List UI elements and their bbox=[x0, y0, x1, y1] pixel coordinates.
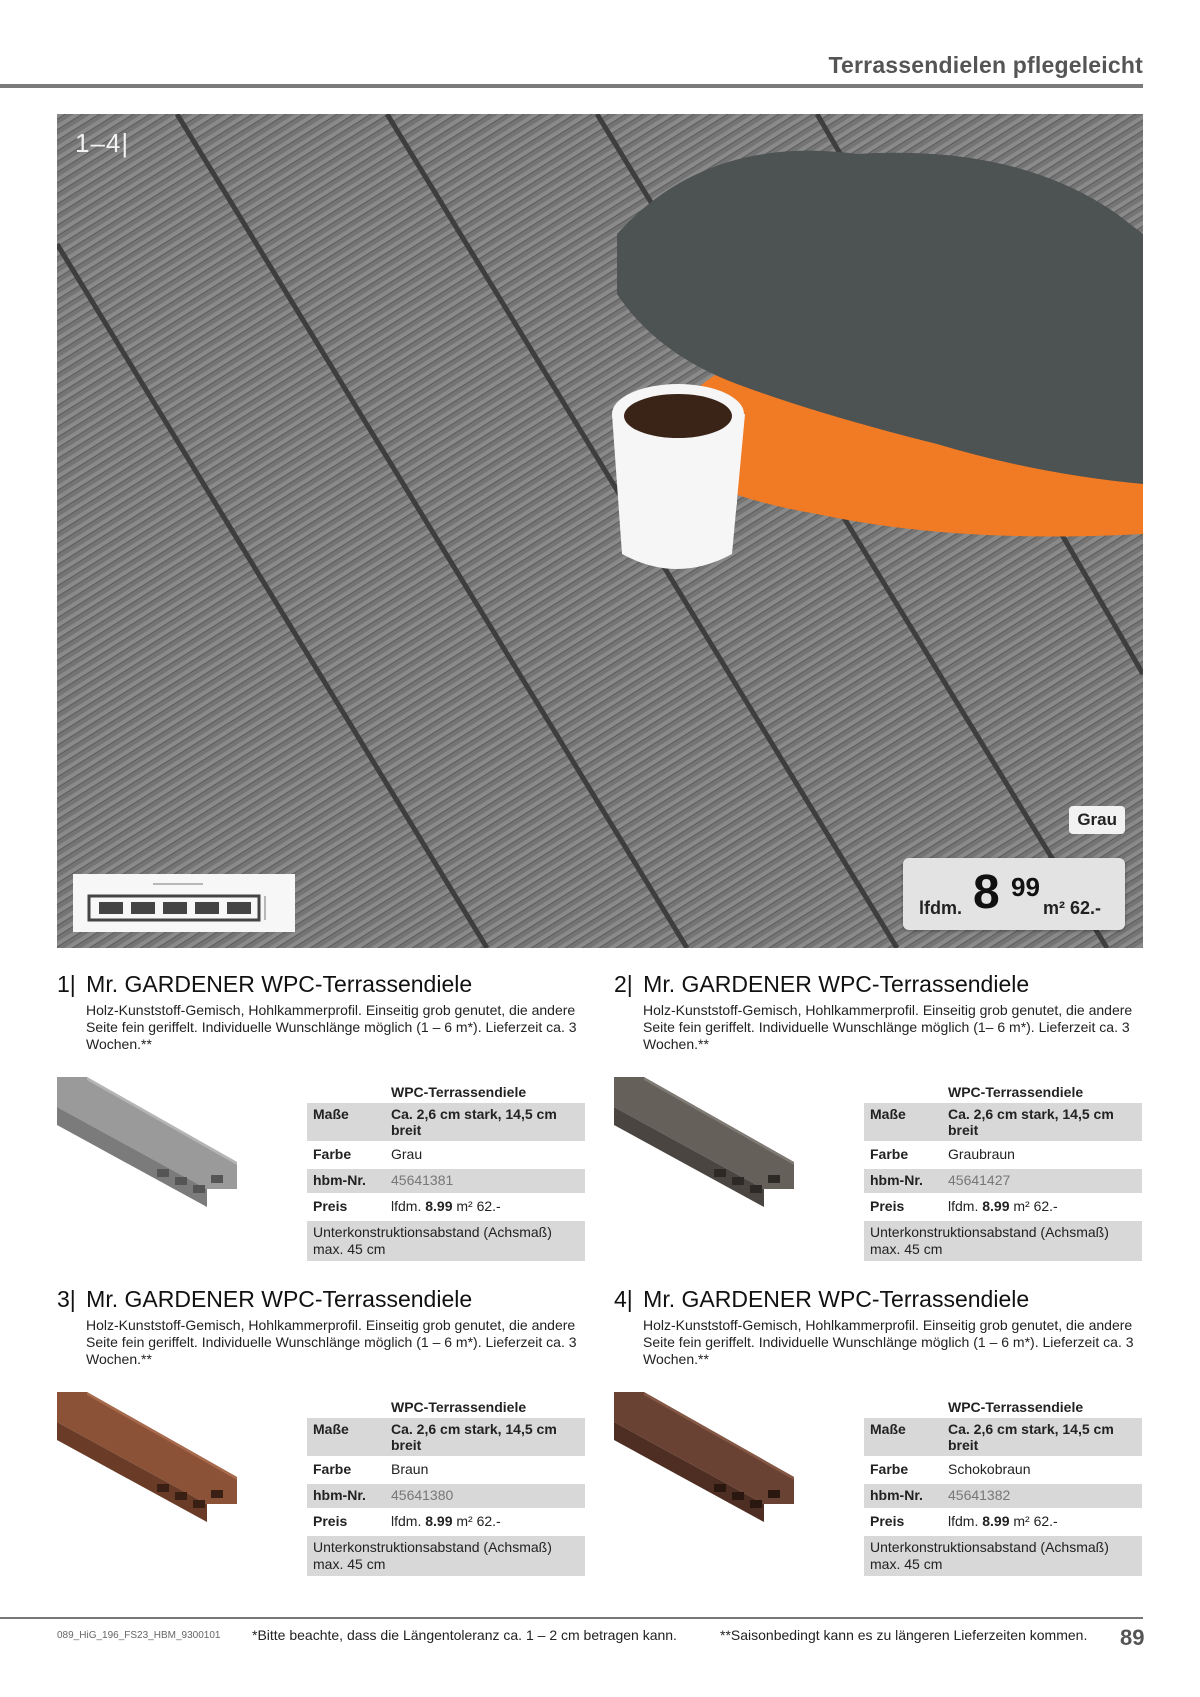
spec-value-masse: Ca. 2,6 cm stark, 14,5 cm breit bbox=[385, 1103, 585, 1141]
decking-board-icon bbox=[57, 1392, 237, 1522]
product-2 bbox=[614, 971, 1144, 1053]
preis-prefix: lfdm. bbox=[948, 1513, 979, 1529]
price-euros: 8 bbox=[973, 866, 999, 919]
product-1 bbox=[57, 971, 587, 1053]
range-label: 1–4| bbox=[75, 128, 130, 158]
preis-amount: 8.99 bbox=[982, 1198, 1010, 1214]
spec-value-farbe: Grau bbox=[391, 1146, 423, 1162]
preis-amount: 8.99 bbox=[425, 1198, 453, 1214]
decking-photo bbox=[57, 114, 1143, 948]
spec-note: Unterkonstruktionsabstand (Achsmaß) max. 45 cm bbox=[864, 1221, 1142, 1261]
spec-label-farbe: Farbe bbox=[313, 1146, 352, 1162]
preis-suffix: m² 62.- bbox=[456, 1513, 501, 1529]
product-4-spec-table bbox=[864, 1396, 1142, 1576]
preis-amount: 8.99 bbox=[982, 1513, 1010, 1529]
product-2-spec-table bbox=[864, 1081, 1142, 1261]
product-description: Holz-Kunststoff-Gemisch, Hohlkammerprofil. Einseitig grob genutet, die andere Seite fein geriffelt. Individuelle Wunschlänge möglich (1 – 6 m*). Lieferzeit ca. 3 Wochen.** bbox=[643, 1317, 1134, 1367]
product-4 bbox=[614, 1286, 1144, 1368]
preis-suffix: m² 62.- bbox=[1013, 1513, 1058, 1529]
price-cents: 99 bbox=[1011, 872, 1040, 902]
footer-note-tolerance: *Bitte beachte, dass die Längentoleranz ca. 1 – 2 cm betragen kann. bbox=[252, 1627, 677, 1643]
spec-label-masse: Maße bbox=[307, 1103, 385, 1141]
spec-label-preis: Preis bbox=[870, 1513, 905, 1529]
product-name: Mr. GARDENER WPC-Terrassendiele bbox=[86, 1286, 473, 1312]
spec-title: WPC-Terrassendiele bbox=[948, 1399, 1084, 1415]
page-title: Terrassendielen pflegeleicht bbox=[828, 52, 1143, 78]
price-unit: lfdm. bbox=[919, 898, 962, 918]
spec-label-preis: Preis bbox=[313, 1513, 348, 1529]
footer-divider bbox=[0, 1617, 1143, 1619]
spec-title: WPC-Terrassendiele bbox=[391, 1084, 527, 1100]
spec-label-hbm: hbm-Nr. bbox=[307, 1484, 385, 1508]
product-title bbox=[614, 971, 1144, 998]
spec-note: Unterkonstruktionsabstand (Achsmaß) max. 45 cm bbox=[307, 1536, 585, 1576]
spec-value-preis bbox=[942, 1195, 1142, 1219]
spec-value-preis bbox=[385, 1510, 585, 1534]
spec-value-hbm: 45641382 bbox=[942, 1484, 1142, 1508]
page-number: 89 bbox=[1120, 1625, 1145, 1650]
spec-value-farbe: Graubraun bbox=[948, 1146, 1015, 1162]
spec-title: WPC-Terrassendiele bbox=[948, 1084, 1084, 1100]
hero-image bbox=[57, 114, 1143, 948]
footer-note-delivery: **Saisonbedingt kann es zu längeren Lieferzeiten kommen. bbox=[720, 1627, 1088, 1643]
spec-label-farbe: Farbe bbox=[313, 1461, 352, 1477]
spec-label-masse: Maße bbox=[864, 1418, 942, 1456]
decking-board-icon bbox=[614, 1077, 794, 1207]
spec-value-hbm: 45641380 bbox=[385, 1484, 585, 1508]
spec-title: WPC-Terrassendiele bbox=[391, 1399, 527, 1415]
spec-label-hbm: hbm-Nr. bbox=[864, 1484, 942, 1508]
spec-value-preis bbox=[385, 1195, 585, 1219]
spec-label-farbe: Farbe bbox=[870, 1146, 909, 1162]
product-name: Mr. GARDENER WPC-Terrassendiele bbox=[86, 971, 473, 997]
spec-value-farbe: Schokobraun bbox=[948, 1461, 1031, 1477]
color-badge: Grau bbox=[1069, 806, 1125, 834]
product-number: 1| bbox=[57, 971, 76, 997]
price-badge bbox=[903, 858, 1125, 930]
decking-board-icon bbox=[614, 1392, 794, 1522]
spec-value-preis bbox=[942, 1510, 1142, 1534]
product-2-image bbox=[614, 1077, 794, 1207]
spec-label-masse: Maße bbox=[307, 1418, 385, 1456]
product-description: Holz-Kunststoff-Gemisch, Hohlkammerprofil. Einseitig grob genutet, die andere Seite fein geriffelt. Individuelle Wunschlänge möglich (1 – 6 m*). Lieferzeit ca. 3 Wochen.** bbox=[86, 1002, 577, 1052]
spec-value-hbm: 45641427 bbox=[942, 1169, 1142, 1193]
product-4-image bbox=[614, 1392, 794, 1522]
spec-note: Unterkonstruktionsabstand (Achsmaß) max. 45 cm bbox=[307, 1221, 585, 1261]
header-divider bbox=[0, 84, 1143, 88]
preis-prefix: lfdm. bbox=[391, 1198, 422, 1214]
preis-prefix: lfdm. bbox=[948, 1198, 979, 1214]
footer-code: 089_HiG_196_FS23_HBM_9300101 bbox=[57, 1630, 221, 1641]
product-title bbox=[57, 1286, 587, 1313]
product-name: Mr. GARDENER WPC-Terrassendiele bbox=[643, 1286, 1030, 1312]
product-3 bbox=[57, 1286, 587, 1368]
product-number: 4| bbox=[614, 1286, 633, 1312]
spec-label-farbe: Farbe bbox=[870, 1461, 909, 1477]
preis-suffix: m² 62.- bbox=[456, 1198, 501, 1214]
spec-note: Unterkonstruktionsabstand (Achsmaß) max. 45 cm bbox=[864, 1536, 1142, 1576]
spec-value-hbm: 45641381 bbox=[385, 1169, 585, 1193]
spec-value-masse: Ca. 2,6 cm stark, 14,5 cm breit bbox=[385, 1418, 585, 1456]
product-title bbox=[614, 1286, 1144, 1313]
product-title bbox=[57, 971, 587, 998]
spec-value-masse: Ca. 2,6 cm stark, 14,5 cm breit bbox=[942, 1418, 1142, 1456]
product-number: 3| bbox=[57, 1286, 76, 1312]
product-name: Mr. GARDENER WPC-Terrassendiele bbox=[643, 971, 1030, 997]
spec-label-masse: Maße bbox=[864, 1103, 942, 1141]
product-number: 2| bbox=[614, 971, 633, 997]
preis-amount: 8.99 bbox=[425, 1513, 453, 1529]
spec-label-hbm: hbm-Nr. bbox=[307, 1169, 385, 1193]
decking-board-icon bbox=[57, 1077, 237, 1207]
product-3-spec-table bbox=[307, 1396, 585, 1576]
spec-label-preis: Preis bbox=[870, 1198, 905, 1214]
preis-suffix: m² 62.- bbox=[1013, 1198, 1058, 1214]
spec-label-hbm: hbm-Nr. bbox=[864, 1169, 942, 1193]
spec-value-farbe: Braun bbox=[391, 1461, 429, 1477]
spec-value-masse: Ca. 2,6 cm stark, 14,5 cm breit bbox=[942, 1103, 1142, 1141]
product-description: Holz-Kunststoff-Gemisch, Hohlkammerprofil. Einseitig grob genutet, die andere Seite fein geriffelt. Individuelle Wunschlänge möglich (1 – 6 m*). Lieferzeit ca. 3 Wochen.** bbox=[86, 1317, 577, 1367]
spec-label-preis: Preis bbox=[313, 1198, 348, 1214]
product-1-spec-table bbox=[307, 1081, 585, 1261]
preis-prefix: lfdm. bbox=[391, 1513, 422, 1529]
product-1-image bbox=[57, 1077, 237, 1207]
profile-diagram-icon bbox=[73, 874, 295, 932]
profile-cross-section bbox=[73, 874, 295, 932]
product-description: Holz-Kunststoff-Gemisch, Hohlkammerprofil. Einseitig grob genutet, die andere Seite fein geriffelt. Individuelle Wunschlänge möglich (1– 6 m*). Lieferzeit ca. 3 Wochen.** bbox=[643, 1002, 1133, 1052]
price-m2: m² 62.- bbox=[1043, 898, 1102, 918]
product-3-image bbox=[57, 1392, 237, 1522]
